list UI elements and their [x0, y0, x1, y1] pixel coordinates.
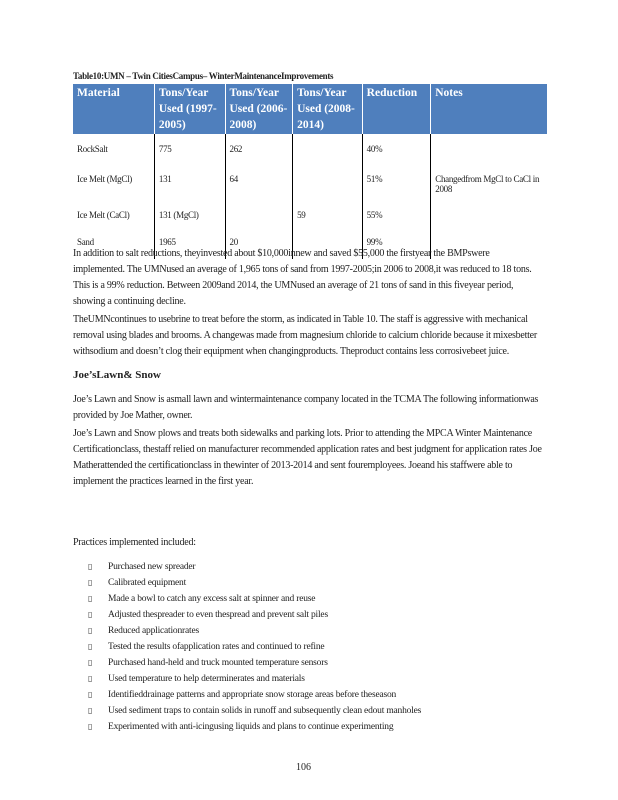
bullet-box-icon: ▯ [88, 626, 93, 635]
table-caption: Table10:UMN – Twin CitiesCampus– WinterMaintenanceImprovements [73, 71, 334, 81]
list-item [88, 655, 421, 671]
bullet-box-icon: ▯ [88, 578, 93, 587]
winter-maintenance-table [73, 84, 547, 259]
list-item [88, 575, 421, 591]
paragraph-certification: Joe’s Lawn and Snow plows and treats both sidewalks and parking lots. Prior to attending the MPCA Winter Maintenance Certificationclass, thestaff relied on manufacturer recommended application rates and best judgment for application rates Joe Matherattended the certificationclass in thewinter of 2013-2014 and sent fouremployees. Joeand his staffwere able to implement the practices learned in the first year. [73, 428, 542, 487]
table-header-row [73, 84, 547, 134]
table-row [73, 204, 547, 233]
cell-notes [431, 134, 547, 167]
cell-2008-2014 [293, 167, 363, 204]
bullet-box-icon: ▯ [88, 722, 93, 731]
list-item [88, 671, 421, 687]
header-material: Material [73, 84, 154, 134]
list-item [88, 591, 421, 607]
paragraph-company-intro: Joe’s Lawn and Snow is asmall lawn and wintermaintenance company located in the TCMA The following informationwas provided by Joe Mather, owner. [73, 394, 539, 421]
cell-2008-2014 [293, 134, 363, 167]
list-item [88, 623, 421, 639]
cell-1997-2005: 1965 [154, 233, 225, 259]
bullet-box-icon: ▯ [88, 610, 93, 619]
list-item-text: Identifieddrainage patterns and appropriate snow storage areas before theseason [108, 690, 397, 700]
cell-notes: Changedfrom MgCl to CaCl in 2008 [435, 174, 540, 194]
bullet-box-icon: ▯ [88, 706, 93, 715]
table-row [73, 134, 547, 167]
cell-reduction: 55% [362, 204, 431, 233]
cell-reduction: 99% [362, 233, 431, 259]
header-2006-2008: Tons/Year Used (2006-2008) [225, 84, 293, 134]
cell-1997-2005: 131 (MgCl) [154, 204, 225, 233]
list-item [88, 607, 421, 623]
cell-1997-2005: 131 [154, 167, 225, 204]
cell-notes [431, 204, 547, 233]
practices-list [88, 559, 421, 735]
cell-material: Sand [73, 233, 154, 259]
header-reduction: Reduction [362, 84, 431, 134]
list-item [88, 703, 421, 719]
header-notes: Notes [431, 84, 547, 134]
cell-2006-2008: 64 [225, 167, 293, 204]
cell-1997-2005: 775 [154, 134, 225, 167]
list-item-text: Adjusted thespreader to even thespread and prevent salt piles [108, 610, 328, 620]
list-item-text: Used temperature to help determinerates and materials [108, 674, 305, 684]
list-item-text: Made a bowl to catch any excess salt at spinner and reuse [108, 594, 316, 604]
cell-2006-2008: 262 [225, 134, 293, 167]
cell-reduction: 40% [362, 134, 431, 167]
section-heading: Joe’sLawn& Snow [73, 369, 161, 381]
paragraph-salt-reductions: In addition to salt reductions, theyinvested about $10,000innew and saved $55,000 the firstyear the BMPswere implemented. The UMNused an average of 1,965 tons of sand from 1997-2005;in 2006 to 2008,it was reduced to 18 tons. This is a 99% reduction. Between 2009and 2014, the UMNused an average of 21 tons of sand in this fiveyear period, showing a continuing decline. [73, 248, 532, 307]
cell-material: RockSalt [73, 134, 154, 167]
header-1997-2005: Tons/Year Used (1997-2005) [154, 84, 225, 134]
bullet-box-icon: ▯ [88, 690, 93, 699]
cell-2006-2008: 20 [225, 233, 293, 259]
list-item-text: Purchased new spreader [108, 562, 196, 572]
list-item-text: Reduced applicationrates [108, 626, 199, 636]
list-item-text: Experimented with anti-icingusing liquids and plans to continue experimenting [108, 722, 394, 732]
list-item [88, 719, 421, 735]
list-item-text: Purchased hand-held and truck mounted temperature sensors [108, 658, 328, 668]
list-item [88, 687, 421, 703]
page-number: 106 [296, 762, 311, 773]
cell-material: Ice Melt (CaCl) [73, 204, 154, 233]
cell-reduction: 51% [362, 167, 431, 204]
list-item-text: Calibrated equipment [108, 578, 187, 588]
bullet-box-icon: ▯ [88, 658, 93, 667]
bullet-box-icon: ▯ [88, 642, 93, 651]
table-row [73, 167, 547, 204]
paragraph-practices-intro: Practices implemented included: [73, 537, 196, 548]
paragraph-brine: TheUMNcontinues to usebrine to treat before the storm, as indicated in Table 10. The staff is aggressive with mechanical removal using blades and brooms. A changewas made from magnesium chloride to calcium chloride because it mixesbetter withsodium and doesn’t clog their equipment when changingproducts. Theproduct contains less corrosivebeet juice. [73, 314, 537, 357]
list-item-text: Tested the results ofapplication rates and continued to refine [108, 642, 325, 652]
cell-2008-2014: 59 [293, 204, 363, 233]
bullet-box-icon: ▯ [88, 562, 93, 571]
cell-2006-2008 [225, 204, 293, 233]
list-item [88, 639, 421, 655]
cell-material: Ice Melt (MgCl) [73, 167, 154, 204]
bullet-box-icon: ▯ [88, 594, 93, 603]
bullet-box-icon: ▯ [88, 674, 93, 683]
list-item-text: Used sediment traps to contain solids in runoff and subsequently clean edout manholes [108, 706, 422, 716]
list-item [88, 559, 421, 575]
header-2008-2014: Tons/Year Used (2008-2014) [293, 84, 363, 134]
